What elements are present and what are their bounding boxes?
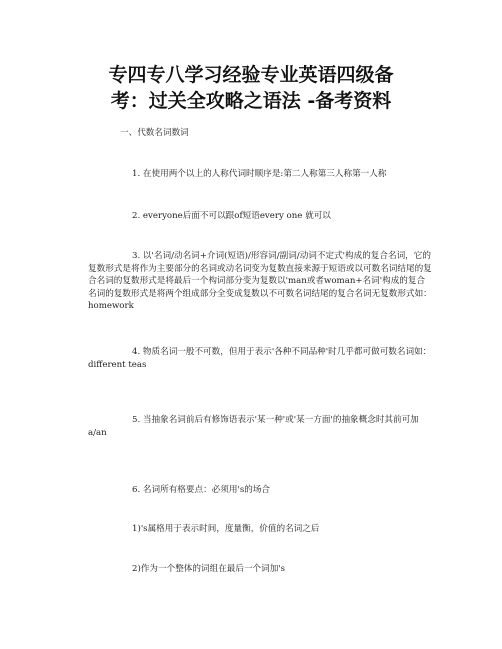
document-title-line-1: 专四专八学习经验专业英语四级备 <box>108 64 394 86</box>
paragraph-4: 4. 物质名词一般不可数，但用于表示'各种不同品种'时几乎都可做可数名词如：different teas <box>88 347 432 370</box>
paragraph-6-1: 1)'s属格用于表示时间，度量衡，价值的名词之后 <box>132 524 320 534</box>
paragraph-6: 6. 名词所有格要点：必须用's的场合 <box>132 485 271 495</box>
paragraph-6-2: 2)作为一个整体的词组在最后一个词加's <box>132 564 286 574</box>
section-heading: 一、代数名词数词 <box>120 128 189 138</box>
paragraph-2: 2. everyone后面不可以跟of短语every one 就可以 <box>132 211 331 221</box>
paragraph-5: 5. 当抽象名词前后有修饰语表示'某一种'或'某一方面'的抽象概念时其前可加a/an <box>88 415 419 438</box>
paragraph-1: 1. 在使用两个以上的人称代词时顺序是:第二人称第三人称第一人称 <box>132 169 387 179</box>
paragraph-3: 3. 以'名词/动名词+介词(短语)/形容词/副词/动词不定式'构成的复合名词，它的复数形式是将作为主要部分的名词或动名词变为复数直接来源于短语或以可数名词结尾的复合名词的复数形式是将最后一个构词部分变为复数以'man或者woman+名词'构成的复合名词的复数形式是将两个组成部分全变成复数以不可数名词结尾的复合名词无复数形式如：homework <box>88 251 432 311</box>
document-title-line-2: 考：过关全攻略之语法 -备考资料 <box>110 90 392 112</box>
